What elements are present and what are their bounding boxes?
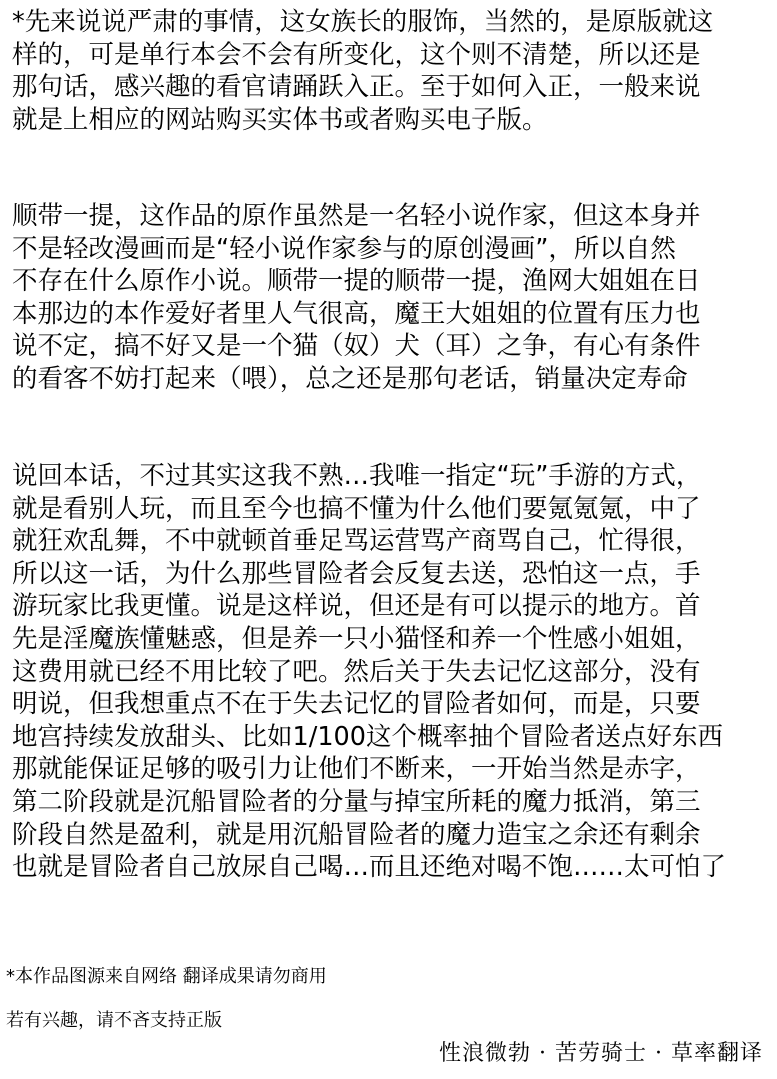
note-paragraph-official-release: *先来说说严肃的事情，这女族长的服饰，当然的，是原版就这 样的，可是单行本会不会有所变化，这个则不清楚，所以还是 那句话，感兴趣的看官请踊跃入正。至于如何入正，一般来说 就是上相应的网站购买实体书或者购买电子版。 [12,7,714,135]
note-paragraph-chapter-commentary: 说回本话，不过其实这我不熟…我唯一指定“玩”手游的方式， 就是看别人玩，而且至今也搞不懂为什么他们要氪氪氪，中了 就狂欢乱舞，不中就顿首垂足骂运营骂产商骂自己，忙得很， 所以这一话，为什么那些冒险者会反复去送，恐怕这一点，手 游玩家比我更懂。说是这样说，但还是有可以提示的地方。首 先是淫魔族懂魅惑，但是养一只小猫怪和养一个性感小姐姐， 这费用就已经不用比较了吧。然后关于失去记忆这部分，没有 明说，但我想重点不在于失去记忆的冒险者如何，而是，只要 地宫持续发放甜头、比如1/100这个概率抽个冒险者送点好东西 那就能保证足够的吸引力让他们不断来，一开始当然是赤字， 第二阶段就是沉船冒险者的分量与掉宝所耗的魔力抵消，第三 阶段自然是盈利，就是用沉船冒险者的魔力造宝之余还有剩余 也就是冒险者自己放尿自己喝…而且还绝对喝不饱……太可怕了 [12,461,727,883]
note-paragraph-original-work: 顺带一提，这作品的原作虽然是一名轻小说作家，但这本身并 不是轻改漫画而是“轻小说作家参与的原创漫画”，所以自然 不存在什么原作小说。顺带一提的顺带一提，渔网大姐姐在日 本那边的本作爱好者里人气很高，魔王大姐姐的位置有压力也 说不定，搞不好又是一个猫（奴）犬（耳）之争，有心有条件 的看客不妨打起来（喂），总之还是那句老话，销量决定寿命 [12,201,701,394]
copyright-notice: *本作品图源来自网络 翻译成果请勿商用 [6,966,327,987]
support-notice: 若有兴趣，请不吝支持正版 [6,1010,222,1031]
translation-group-credits: 性浪微勃 · 苦劳骑士 · 草率翻译 [439,1041,763,1066]
